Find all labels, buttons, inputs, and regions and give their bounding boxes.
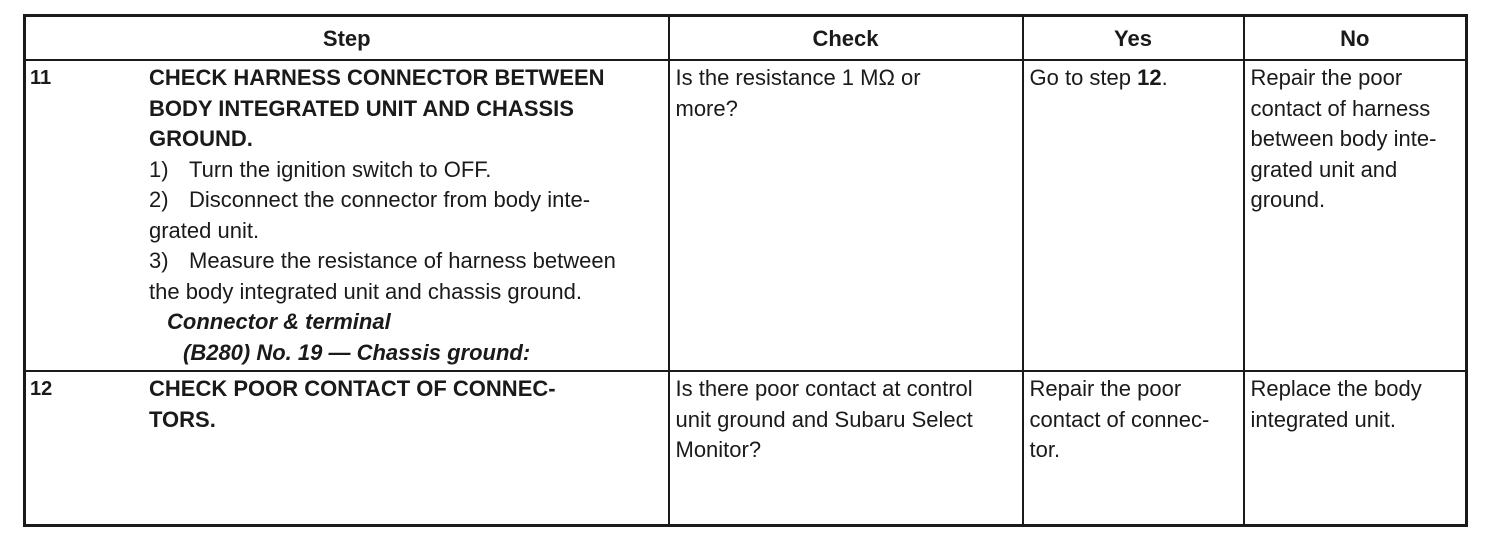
step-title-line: BODY INTEGRATED UNIT AND CHASSIS: [149, 95, 574, 121]
step-title-line: CHECK POOR CONTACT OF CONNEC-: [149, 376, 556, 401]
substep-number: 3): [149, 248, 169, 273]
substep-text: the body integrated unit and chassis ground.: [149, 278, 582, 304]
no-text: Repair the poor: [1250, 65, 1403, 90]
substep: [149, 155, 664, 186]
check-text: unit ground and Subaru Select: [675, 406, 973, 432]
substep-number: 1): [149, 156, 169, 182]
check-cell: [669, 371, 1023, 526]
check-text: more?: [675, 95, 738, 121]
step-body: [149, 374, 664, 435]
yes-text: contact of connec-: [1029, 406, 1210, 432]
no-text: integrated unit.: [1250, 406, 1397, 432]
step-title-line: GROUND.: [149, 126, 253, 151]
substep-text: Turn the ignition switch to OFF.: [189, 156, 492, 182]
yes-text: [1024, 61, 1243, 94]
step-title: [149, 63, 664, 155]
substep-text: Disconnect the connector from body inte-: [189, 187, 591, 212]
step-number: 12: [30, 378, 53, 400]
yes-cell: [1023, 60, 1244, 371]
table-row: [25, 60, 1467, 371]
no-text: contact of harness: [1250, 95, 1431, 121]
step-title: [149, 374, 664, 435]
substep: [149, 246, 664, 307]
connector-value: (B280) No. 19 — Chassis ground:: [183, 339, 531, 365]
no-text: Replace the body: [1250, 376, 1422, 401]
check-text: Is there poor contact at control: [675, 376, 973, 401]
no-text: ground.: [1250, 187, 1326, 212]
yes-step-ref: 12: [1137, 65, 1162, 90]
substep-number: 2): [149, 187, 169, 212]
header-no: No: [1244, 16, 1467, 61]
step-title-line: TORS.: [149, 406, 216, 432]
connector-label: Connector & terminal: [167, 309, 391, 334]
no-text: grated unit and: [1250, 156, 1398, 182]
step-title-line: CHECK HARNESS CONNECTOR BETWEEN: [149, 65, 605, 90]
substep-text: grated unit.: [149, 217, 260, 243]
table-row: [25, 371, 1467, 526]
yes-cell: [1023, 371, 1244, 526]
yes-text: Repair the poor: [1029, 376, 1182, 401]
yes-prefix: Go to step: [1029, 65, 1138, 90]
step-cell: [25, 60, 669, 371]
header-check: Check: [669, 16, 1023, 61]
substep-text: Measure the resistance of harness between: [189, 248, 616, 273]
diagnostic-table: [23, 14, 1468, 527]
header-row: [25, 16, 1467, 61]
no-cell: [1244, 60, 1467, 371]
check-cell: [669, 60, 1023, 371]
no-text: between body inte-: [1250, 126, 1437, 151]
check-text: Monitor?: [675, 437, 762, 462]
substep: [149, 185, 664, 246]
yes-suffix: .: [1161, 65, 1168, 90]
step-body: [149, 63, 664, 368]
step-cell: [25, 371, 669, 526]
no-cell: [1244, 371, 1467, 526]
yes-text: tor.: [1029, 437, 1061, 462]
step-number: 11: [30, 67, 52, 89]
header-yes: Yes: [1023, 16, 1244, 61]
check-text: Is the resistance 1 MΩ or: [675, 65, 921, 90]
header-step: Step: [25, 16, 669, 61]
